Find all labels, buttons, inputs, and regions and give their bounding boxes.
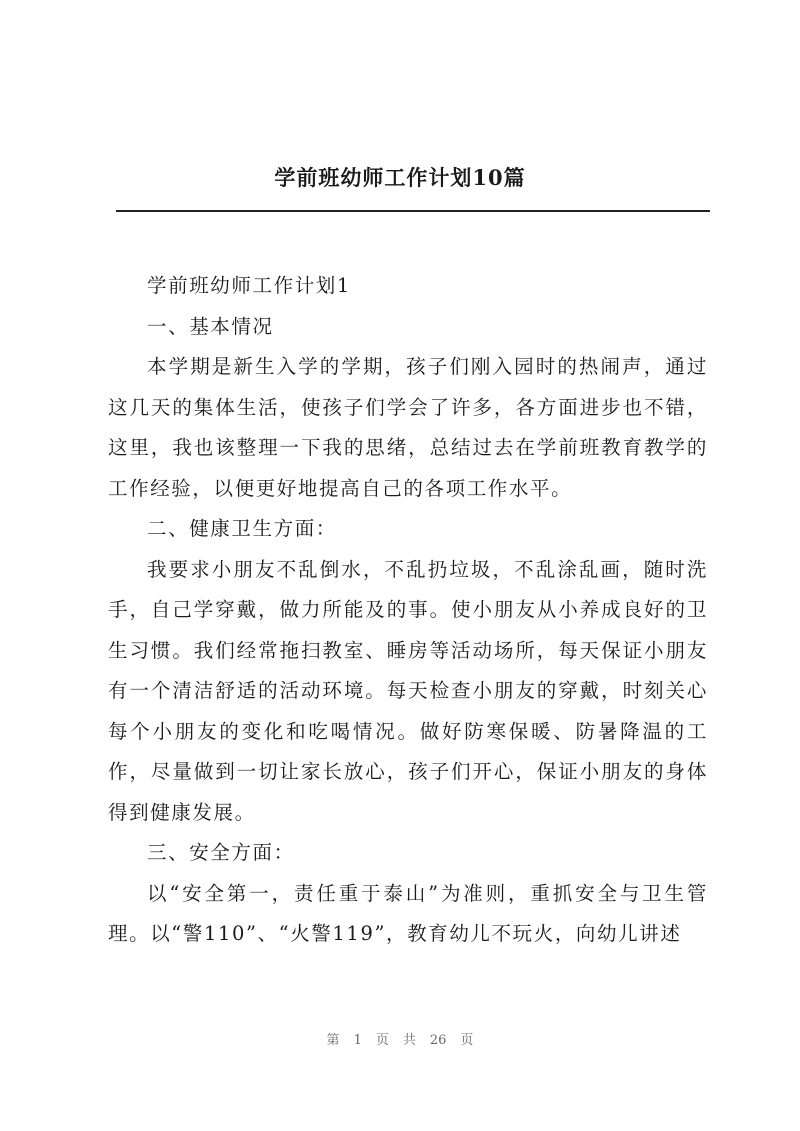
footer-page-label: 第	[326, 1033, 340, 1048]
title-underline	[116, 210, 710, 212]
footer-total-suffix: 页	[460, 1033, 474, 1048]
subsection-heading: 二、健康卫生方面：	[147, 517, 337, 540]
subsection-heading: 一、基本情况	[147, 314, 274, 338]
subsection-heading: 三、安全方面：	[147, 841, 295, 864]
document-body	[108, 266, 708, 955]
footer-total-label: 共	[402, 1033, 416, 1048]
body-paragraph: 以“安全第一，责任重于泰山”为准则，重抓安全与卫生管理。以“警110”、“火警119”，教育幼儿不玩火，向幼儿讲述	[108, 881, 708, 945]
body-paragraph: 本学期是新生入学的学期，孩子们刚入园时的热闹声，通过这几天的集体生活，使孩子们学会了许多，各方面进步也不错，这里，我也该整理一下我的思绪，总结过去在学前班教育教学的工作经验，以便更好地提高自己的各项工作水平。	[108, 355, 708, 500]
footer-page-suffix: 页	[375, 1033, 389, 1048]
body-paragraph: 我要求小朋友不乱倒水，不乱扔垃圾，不乱涂乱画，随时洗手，自己学穿戴，做力所能及的事。使小朋友从小养成良好的卫生习惯。我们经常拖扫教室、睡房等活动场所，每天保证小朋友有一个清洁舒适的活动环境。每天检查小朋友的穿戴，时刻关心每个小朋友的变化和吃喝情况。做好防寒保暖、防暑降温的工作，尽量做到一切让家长放心，孩子们开心，保证小朋友的身体得到健康发展。	[108, 557, 708, 824]
footer-total-pages: 26	[429, 1033, 447, 1048]
footer-current-page: 1	[353, 1033, 362, 1048]
document-title: 学前班幼师工作计划10篇	[274, 165, 526, 190]
section-heading: 学前班幼师工作计划1	[147, 274, 351, 297]
page-footer	[0, 1031, 800, 1051]
